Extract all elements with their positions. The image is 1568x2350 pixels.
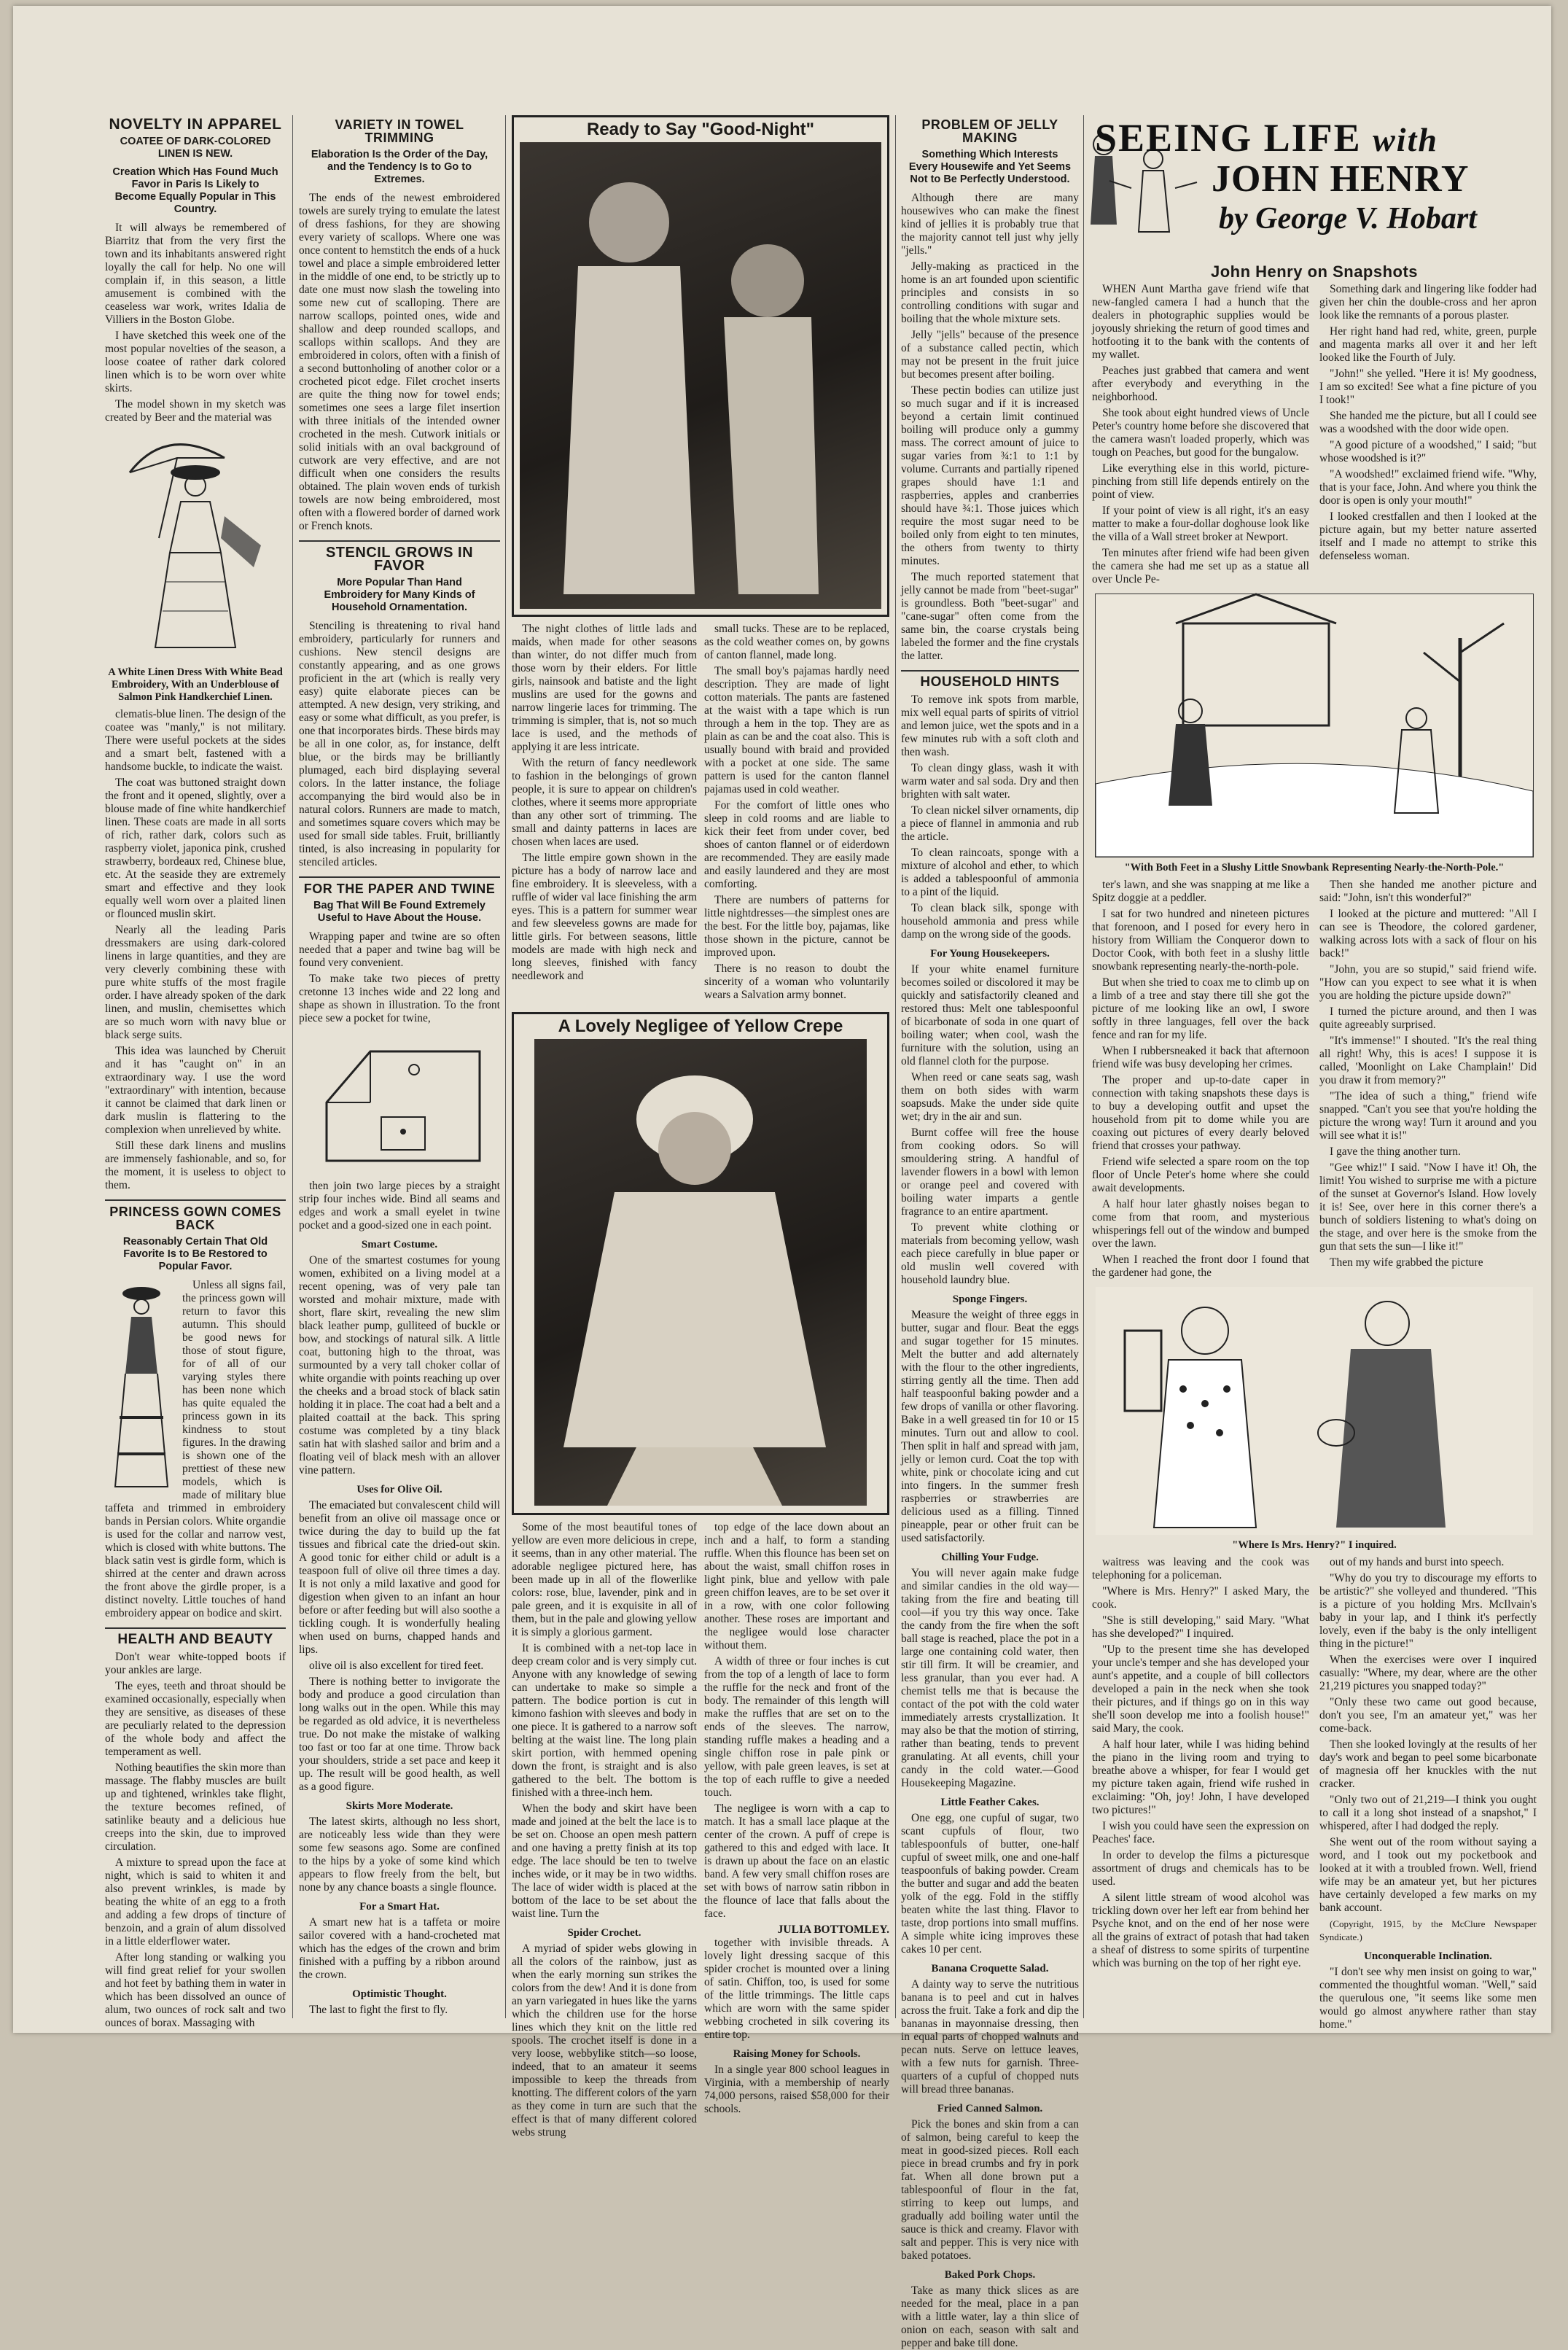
- column-2: [299, 115, 500, 2026]
- minor-heading: For Young Housekeepers.: [930, 948, 1050, 960]
- paragraph: Measure the weight of three eggs in butter, sugar and flour. Beat the eggs and sugar together for 15 minutes. Melt the butter and add alternately with the flour to the other ingredients, stirring gently all the time. Then add half teaspoonful baking powder and a few drops of vanilla or other flavoring. Bake in a well greased tin for 10 or 15 minutes. Turn out and allow to cool. Then split in half and spread with jam, jelly or lemon curd. Coat the top with white, pink or chocolate icing and cut into fingers. In the summer fresh raspberries or strawberries are delicious used as a filling. Tinned pineapple, pear or other fruit can be used satisfactorily.: [901, 1309, 1079, 1544]
- paragraph: "I don't see why men insist on going to war," commented the thoughtful woman. "Well," said the querulous one, "it seems like some men would go almost anywhere rather than stay home.": [1319, 1966, 1537, 2031]
- paragraph: If your white enamel furniture becomes soiled or discolored it may be quickly and satisfactorily cleaned and restored thus: Melt one tablespoonful of bicarbonate of soda in one quart of boiling water; when cool, wash the furniture with the solution, using an old flannel cloth for the purpose.: [901, 963, 1079, 1067]
- paragraph: "Gee whiz!" I said. "Now I have it! Oh, the limit! You wished to surprise me with a picture of the sunset at Governor's Island. How lovely it is! See, over here in this corner there's a bunch of soldiers listening to what's doing on the stage, and over here is the smoke from the gun that sets the sun—I like it!": [1319, 1162, 1537, 1253]
- paragraph: Pick the bones and skin from a can of salmon, being careful to keep the meat in good-sized pieces. Roll each piece in bread crumbs and fry in pork fat. When all done brown put a tablespoonful of flour in the fat, stirring to keep out lumps, and gradually add boiling water until the sauce is thick and creamy. Flavor with salt and pepper. This is very nice with baked potatoes.: [901, 2118, 1079, 2262]
- paragraph: Wrapping paper and twine are so often needed that a paper and twine bag will be found very convenient.: [299, 930, 500, 969]
- minor-heading: Optimistic Thought.: [352, 1988, 447, 2000]
- column-rule: [1083, 115, 1084, 2018]
- paragraph: To make take two pieces of pretty cretonne 13 inches wide and 22 long and shape as shown in illustration. To the front piece sew a pocket for twine,: [299, 973, 500, 1024]
- paragraph: "Only these two came out good because, don't you see, I'm an amateur yet," was her come-back.: [1319, 1696, 1537, 1735]
- paragraph: To clean dingy glass, wash it with warm water and sal soda. Dry and then brighten with salt water.: [901, 762, 1079, 801]
- feature-title: Ready to Say "Good-Night": [586, 120, 815, 139]
- column-1: [105, 115, 286, 2029]
- article-title-princess: PRINCESS GOWN COMES BACK: [109, 1205, 281, 1232]
- paragraph: To remove ink spots from marble, mix well equal parts of spirits of vitriol and lemon juice, wet the spots and in a few minutes rub with a soft cloth and then wash.: [901, 693, 1079, 758]
- banner-title-line1: SEEING LIFE: [1095, 116, 1362, 160]
- subtitle: Something Which Interests Every Housewife and Yet Seems Not to Be Perfectly Understood.: [908, 149, 1072, 185]
- minor-heading: Raising Money for Schools.: [733, 2048, 861, 2060]
- paragraph: It is combined with a net-top lace in deep cream color and is very simply cut. Anyone with any knowledge of sewing can undertake to make so simple a pattern. The bodice portion is cut in kimono fashion with sleeves and body in one piece. It is gathered to a narrow soft belting at the waist line. The long plain skirt portion, with hemmed opening down the front, is straight and is also gathered to the belt. The bottom is finished with a three-inch hem.: [512, 1642, 697, 1799]
- paragraph: After long standing or walking you will find great relief for your swollen and hot feet by bathing them in water in which has been dissolved an ounce of alum, two ounces of rock salt and two ounces of borax. Massaging with: [105, 1951, 286, 2029]
- photo-children-nightclothes: [520, 142, 881, 609]
- negligee-text: [512, 1521, 889, 2142]
- paragraph: The ends of the newest embroidered towels are surely trying to emulate the latest of dress fashions, for they are showing every variety of scallops. Where one was once content to hemstitch the ends of a huck towel and place a simple embroidered letter in the middle of one end, to be strictly up to date one must now slash the toweling into some new cut of scalloping. There are narrow scallops, pointed ones, wide and shallow and deep rounded scallops, and scallops within scallops. And they are embroidered in colors, often with a finish of a second buttonholing of another color or a crocheted picot edge. Filet crochet inserts are quite the thing now for towel ends; sometimes one sees a large filet insertion with three initials of the intended owner crocheted in the mesh. Cutwork initials or solid initials with an oval background of cutwork are very effective, and are not difficult when one considers the results obtained. The plain woven ends of turkish towels are now being embroidered, most often with a flowered border of darned work or French knots.: [299, 192, 500, 532]
- copyright-note: (Copyright, 1915, by the McClure Newspaper Syndicate.): [1319, 1918, 1537, 1942]
- column-5: [1092, 262, 1537, 2031]
- author-signature: JULIA BOTTOMLEY.: [777, 1923, 889, 1936]
- paragraph: Stenciling is threatening to rival hand embroidery, particularly for runners and cushions. New stencil designs are constantly appearing, and as one grows proficient in the art (which is really very easy) quite elaborate pieces can be attempted. A new design, very striking, and easy or some what difficult, as you prefer, is one that incorporates birds. These birds may be all in one color, as, for instance, delft blue, or the birds may be brilliantly plumaged, each bird displaying several colors. In the latter instance, the foliage accompanying the bird would also be in natural colors. Runners are made to match, and sometimes square covers which may be used for small side tables. Fruit, brilliantly tinted, is also increasing in popularity for stenciled articles.: [299, 620, 500, 868]
- paragraph: top edge of the lace down about an inch and a half, to form a standing ruffle. When this flounce has been set on about the waist, small chiffon roses in light pink, blue and yellow with pale green chiffon leaves, are to be set over it in a row, with one color following another. These roses are important and the negligee would lose character without them.: [704, 1521, 889, 1651]
- feature-title: A Lovely Negligee of Yellow Crepe: [558, 1016, 843, 1036]
- minor-heading: Fried Canned Salmon.: [937, 2103, 1043, 2114]
- paragraph: Some of the most beautiful tones of yellow are even more delicious in crepe, it seems, than in any other material. The adorable negligee pictured here, has been made up in all of the flowerlike colors: rose, blue, lavender, pink and in pale green, and it is exquisite in all of them, but in the pale and glowing yellow it is simply a glorious garment.: [512, 1521, 697, 1638]
- section-divider: [105, 1627, 286, 1629]
- article-title-novelty: NOVELTY IN APPAREL: [109, 116, 282, 133]
- column-rule: [505, 115, 506, 2018]
- paragraph: Friend wife selected a spare room on the top floor of Uncle Peter's home where she could await developments.: [1092, 1156, 1309, 1194]
- minor-heading: Skirts More Moderate.: [346, 1800, 453, 1812]
- paragraph: Still these dark linens and muslins are immensely fashionable, and so, for the moment, it is useless to object to them.: [105, 1140, 286, 1191]
- paragraph: The proper and up-to-date caper in connection with taking snapshots these days is to buy a developing outfit and upset the household from pit to dome while you are coaxing out pictures of every dearly beloved friend that crosses your pathway.: [1092, 1074, 1309, 1152]
- paragraph: One egg, one cupful of sugar, two scant cupfuls of flour, two tablespoonfuls of butter, one-half cupful of sweet milk, one and one-half teaspoonfuls of baking powder. Cream the butter and sugar and add the beaten yolk of the egg. Fold in the stiffly beaten white the last thing. Flavor to taste, drop portions into small muffins. A simple white icing improves these cakes 10 per cent.: [901, 1812, 1079, 1956]
- paragraph: When the body and skirt have been made and joined at the belt the lace is to be set on. Choose an open mesh pattern and one having a pretty finish at its top edge. The lace should be ten to twelve inches wide, or it may be in two widths. The lace of wider width is placed at the bottom of the lace to be set about the waist line. Turn the: [512, 1802, 697, 1920]
- paragraph: Then she handed me another picture and said: "John, isn't this wonderful?": [1319, 879, 1537, 904]
- paragraph: Although there are many housewives who can make the finest kind of jellies it is probably true that the majority cannot tell just why jelly "jells.": [901, 192, 1079, 257]
- column-rule: [895, 115, 896, 2018]
- paragraph: There are numbers of patterns for little nightdresses—the simplest ones are the best. For the little boy, pajamas, like those shown in the picture, cannot be improved upon.: [704, 894, 889, 959]
- cartoon-snowbank: [1095, 594, 1534, 857]
- paragraph: The negligee is worn with a cap to match. It has a small lace plaque at the center of the crown. A puff of crepe is gathered to this and edged with lace. It is drawn up about the face on an elastic band. A few very small chiffon roses are set with bows of narrow satin ribbon in the flounce of lace that falls about the face.: [704, 1802, 889, 1920]
- paragraph: The little empire gown shown in the picture has a body of narrow lace and fine embroidery. It is sleeveless, with a ruffle of wider val lace finishing the arm eyes. This is a pattern for summer wear and few sleeveless gowns are made for little girls. For between seasons, little models are made with high neck and long sleeves, finished with fancy needlework and: [512, 852, 697, 982]
- column-3: [512, 115, 889, 2139]
- paragraph: For the comfort of little ones who sleep in cold rooms and are liable to kick their feet from under cover, bed shoes of canton flannel or of eiderdown are recommended. They are easily made and easily laundered and they are most comforting.: [704, 799, 889, 890]
- column-4: [901, 115, 1079, 2349]
- cartoon-telephone: [1096, 1287, 1533, 1535]
- section-divider: [901, 670, 1079, 672]
- article-title-snapshots: John Henry on Snapshots: [1210, 262, 1419, 281]
- paragraph: The model shown in my sketch was created by Beer and the material was: [105, 398, 286, 424]
- article-title-paper-twine: FOR THE PAPER AND TWINE: [303, 882, 496, 896]
- minor-heading: Baked Pork Chops.: [944, 2269, 1036, 2281]
- twine-bag-diagram: [312, 1030, 487, 1175]
- paragraph: There is nothing better to invigorate the body and produce a good circulation than long walks out in the open. While this may be regarded as old advice, it is nevertheless true. Do not make the mistake of walking too fast or too far at one time. Throw back your shoulders, stride a set pace and keep it up. The result will be good health, as well as a good figure.: [299, 1676, 500, 1793]
- paragraph: I sat for two hundred and nineteen pictures that forenoon, and I posed for every hero in history from William the Conqueror down to Doctor Cook, with both feet in a slushy little snowbank representing nearly-the-north-pole.: [1092, 908, 1309, 973]
- minor-heading: Spider Crochet.: [567, 1927, 641, 1939]
- paragraph: But when she tried to coax me to climb up on a limb of a tree and stay there till she got the picture of me looking like an owl, I swore softly in three languages, fell over the back fence and ran for my life.: [1092, 976, 1309, 1041]
- cartoon-caption: "With Both Feet in a Slushy Little Snowbank Representing Nearly-the-North-Pole.": [1124, 862, 1505, 874]
- feature-box-good-night: [512, 115, 889, 617]
- paragraph: To clean nickel silver ornaments, dip a piece of flannel in ammonia and rub the article.: [901, 804, 1079, 843]
- minor-heading: For a Smart Hat.: [359, 1901, 440, 1913]
- paragraph: There is no reason to doubt the sincerity of a woman who voluntarily wears a Salvation army bonnet.: [704, 962, 889, 1001]
- paragraph: The last to fight the first to fly.: [309, 2004, 448, 2016]
- paragraph: A dainty way to serve the nutritious banana is to peel and cut in halves across the fruit. Take a fork and dip the bananas in mayonnaise dressing, then in equal parts of chopped walnuts and pecan nuts. Serve on lettuce leaves, with a few nuts for garnish. Three-quarters of a cupful of chopped nuts will bread three bananas.: [901, 1978, 1079, 2096]
- paragraph: Jelly "jells" because of the presence of a substance called pectin, which may not be present in the fruit juice but becomes present after boiling.: [901, 329, 1079, 381]
- section-divider: [299, 540, 500, 542]
- princess-gown-sketch: [105, 1279, 178, 1498]
- subtitle: Elaboration Is the Order of the Day, and the Tendency Is to Go to Extremes.: [311, 149, 488, 185]
- paragraph: In a single year 800 school leagues in Virginia, with a membership of nearly 74,000 persons, raised $58,000 for their schools.: [704, 2063, 889, 2115]
- minor-heading: Unconquerable Inclination.: [1364, 1950, 1492, 1962]
- subtitle: More Popular Than Hand Embroidery for Many Kinds of Household Ornamentation.: [324, 577, 475, 613]
- paragraph: waitress was leaving and the cook was telephoning for a policeman.: [1092, 1556, 1309, 1581]
- paragraph: If your point of view is all right, it's an easy matter to make a four-dollar doghouse look like the villa of a Wall street broker at Newport.: [1092, 505, 1309, 543]
- paragraph: "Where is Mrs. Henry?" I asked Mary, the cook.: [1092, 1585, 1309, 1611]
- minor-heading: Little Feather Cakes.: [940, 1797, 1040, 1808]
- paragraph: Take as many thick slices as are needed for the meal, place in a pan with a little water, lay a thin slice of onion on each, season with salt and pepper and bake till done.: [901, 2284, 1079, 2349]
- feature-box-negligee: [512, 1012, 889, 1515]
- paragraph: Jelly-making as practiced in the home is an art founded upon scientific principles and consists in so controlling conditions with sugar and boiling that the whole mixture sets.: [901, 260, 1079, 325]
- paragraph: A smart new hat is a taffeta or moire sailor covered with a hand-crocheted mat which has the edges of the crown and brim finished with a puffing by a ribbon around the crown.: [299, 1916, 500, 1981]
- paragraph: "A good picture of a woodshed," I said; "but whose woodshed is it?": [1319, 439, 1537, 464]
- paragraph: "John!" she yelled. "Here it is! My goodness, I am so excited! See what a fine picture of you I took!": [1319, 367, 1537, 406]
- paragraph: She went out of the room without saying a word, and I took out my pocketbook and looked at it with a troubled frown. Well, friend wife may be an amateur yet, but her pictures have certainly developed a few marks on my bank account.: [1319, 1836, 1537, 1914]
- illustration-caption: A White Linen Dress With White Bead Embroidery, With an Underblouse of Salmon Pink Handkerchief Linen.: [108, 666, 283, 703]
- minor-heading: Uses for Olive Oil.: [356, 1484, 442, 1495]
- paragraph: WHEN Aunt Martha gave friend wife that new-fangled camera I had a hunch that the dealers in photographic supplies would be joyously shrieking the return of good times and hotfooting it to the bank with the contents of my wallet.: [1092, 283, 1309, 361]
- paragraph: It will always be remembered of Biarritz that from the very first the town and its inhabitants answered right loyally the call for help. No one will complain if, in this season, a little amusement is combined with the ceaseless war work, writes Idalia de Villiers in the Boston Globe.: [105, 222, 286, 326]
- snapshots-middle-text: [1092, 879, 1537, 1283]
- article-title-health: HEALTH AND BEAUTY: [117, 1632, 273, 1647]
- paragraph: small tucks. These are to be replaced, as the cold weather comes on, by gowns of canton flannel, made long.: [704, 623, 889, 661]
- paragraph: The night clothes of little lads and maids, when made for other seasons than winter, do not differ much from those worn by their elders. For little girls, nainsook and batiste and the light muslins are used for the gowns and narrow lingerie laces for trimming. The trimming is simpler, that is, not so much lace is used, and the methods of applying it are less intricate.: [512, 623, 697, 753]
- paragraph: ter's lawn, and she was snapping at me like a Spitz doggie at a peddler.: [1092, 879, 1309, 904]
- banner-title-with: with: [1373, 121, 1438, 158]
- snapshots-top-text: [1092, 283, 1537, 589]
- column-rule: [292, 115, 293, 2018]
- paragraph: Peaches just grabbed that camera and went after everybody and everything in the neighborhood.: [1092, 365, 1309, 403]
- paragraph: You will never again make fudge and similar candies in the old way—taking from the fire and beating till cool—if you try this way once. Take the candy from the fire when the soft ball stage is reached, place the pot in a large one containing cold water, then stir till firm. It will be creamier, and less granular, than you ever had. A chemist tells me that is because the contact of the pot with the cold water immediately arrests crystallization. It may also be that the motion of stirring, rather than beating, tends to prevent granulating. At all events, chill your candy in the cold water.—Good Housekeeping Magazine.: [901, 1567, 1079, 1789]
- paragraph: When the exercises were over I inquired casually: "Where, my dear, where are the other 21,219 pictures you snapped today?": [1319, 1654, 1537, 1692]
- paragraph: "Up to the present time she has developed your uncle's temper and she has developed your aunt's appetite, and a couple of bill collectors developed a pain in the neck when she took their pictures, and if things go on in this way she'll soon develop me into a foolish house!" said Mary, the cook.: [1092, 1643, 1309, 1735]
- paragraph: Don't wear white-topped boots if your ankles are large.: [105, 1651, 286, 1676]
- paragraph: Nearly all the leading Paris dressmakers are using dark-colored linens in large quantities, and they are very cleverly combining these with pure white stuffs of the most fragile order. I have already spoken of the dark linen, and muslin, chemisettes which are so much worn with navy blue or black serge suits.: [105, 924, 286, 1041]
- paragraph: A width of three or four inches is cut from the top of a length of lace to form the ruffle for the neck and front of the body. The remainder of this length will make the ruffles that are set on to the ends of the sleeves. The narrow, standing ruffle makes a heading and a single chiffon rose in pale pink or yellow, with pale green leaves, is set at the top of each ruffle to give a needed touch.: [704, 1655, 889, 1799]
- paragraph: The emaciated but convalescent child will benefit from an olive oil massage once or twice during the day to build up the fat tissues and fibrical cate the dried-out skin. A good tonic for either child or adult is a teaspoon full of olive oil three times a day. It is not only a mild laxative and good for digestion when given to an infant an hour before or after feeding but will also soothe a tickling cough. It is wonderfully healing when used on burns, chapped hands and lips.: [299, 1499, 500, 1656]
- paragraph: Something dark and lingering like fodder had given her chin the double-cross and her apron look like the remnants of a porous plaster.: [1319, 283, 1537, 322]
- paragraph: olive oil is also excellent for tired feet.: [309, 1660, 484, 1672]
- subtitle: Bag That Will Be Found Extremely Useful to Have About the House.: [313, 900, 485, 924]
- cartoon-caption: "Where Is Mrs. Henry?" I inquired.: [1232, 1539, 1397, 1551]
- paragraph: I gave the thing another turn.: [1330, 1145, 1461, 1158]
- paragraph: "A woodshed!" exclaimed friend wife. "Why, that is your face, John. And where you think the door is open is only your mouth!": [1319, 468, 1537, 507]
- paragraph: I turned the picture around, and then I was quite agreeably surprised.: [1319, 1005, 1537, 1031]
- paragraph: Her right hand had red, white, green, purple and magenta marks all over it and her left looked like the Fourth of July.: [1319, 325, 1537, 364]
- snapshots-bottom-text: [1092, 1556, 1537, 2034]
- paragraph: To clean raincoats, sponge with a mixture of alcohol and ether, to which is added a tablespoonful of ammonia to a pint of the liquid.: [901, 847, 1079, 898]
- banner-byline: by George V. Hobart: [1219, 202, 1477, 236]
- newspaper-page: [13, 6, 1551, 2349]
- paragraph: Then she looked lovingly at the results of her day's work and began to peel some bicarbonate of magnesia off her knuckles with the nut cracker.: [1319, 1738, 1537, 1790]
- paragraph: A half hour later, while I was hiding behind the piano in the living room and trying to breathe above a whisper, for fear I would get my picture taken again, friend wife rushed in exclaiming: "Oh, joy! John, I have developed two pictures!": [1092, 1738, 1309, 1816]
- paragraph: The eyes, teeth and throat should be examined occasionally, especially when they are sensitive, as diseases of these are peculiarly related to the depression of the whole body and affect the temperament as well.: [105, 1680, 286, 1758]
- paragraph: clematis-blue linen. The design of the coatee was "manly," is not military. There were useful pockets at the sides and a smart belt, fastened with a handsome buckle, to indicate the waist.: [105, 708, 286, 773]
- paragraph: A myriad of spider webs glowing in all the colors of the rainbow, just as when the early morning sun strikes the colors from the dew! And it is done from an yarn variegated in hues like the yarns which the children use for the horse lines which they knit on the little red spools. The crochet itself is done in a very loose, webbylike stitch—so loose, indeed, that to an amateur it seems impossible to keep the threads from knotting. The different colors of the yarn as they come in turn are such that the effect is that of many different colored webs strung: [512, 1942, 697, 2139]
- paragraph: then join two large pieces by a straight strip four inches wide. Bind all seams and edges and work a small eyelet in twine pocket and a good-sized one in each point.: [299, 1180, 500, 1232]
- fashion-sketch-linen-dress: [115, 429, 276, 662]
- paragraph: out of my hands and burst into speech.: [1330, 1556, 1505, 1568]
- paragraph: These pectin bodies can utilize just so much sugar and if it is increased beyond a certain limit continued boiling will produce only a gummy mass. The correct amount of juice to sugar varies from ¾:1 to 1:1 by volume. Currants and partially ripened grapes should have 1:1 and raspberries, apples and cranberries should have ¾:1. Those juices which require the most sugar need to be boiled only from eight to ten minutes, the others from twenty to thirty minutes.: [901, 384, 1079, 567]
- paragraph: "John, you are so stupid," said friend wife. "How can you expect to see what it is when you are holding the picture upside down?": [1319, 963, 1537, 1002]
- paragraph: To prevent white clothing or materials from becoming yellow, wash each piece carefully in blue paper or old muslin well covered with household laundry blue.: [901, 1221, 1079, 1286]
- paragraph: She handed me the picture, but all I could see was a woodshed with the door wide open.: [1319, 410, 1537, 435]
- paragraph: Like everything else in this world, picture-pinching from still life depends entirely on the point of view.: [1092, 462, 1309, 501]
- paragraph: Burnt coffee will free the house from cooking odors. So will smouldering string. A handful of lavender flowers in a bowl with lemon or orange peel and covered with boiling water imparts a gentle fragrance to an entire apartment.: [901, 1127, 1079, 1218]
- paragraph: The latest skirts, although no less short, are noticeably less wide than they were some few seasons ago. Some are confined to the hips by a yoke of some kind which appears to flow freely from the belt, but none by any chance boasts a single flounce.: [299, 1816, 500, 1894]
- subtitle: COATEE OF DARK-COLORED LINEN IS NEW.: [120, 136, 271, 160]
- paragraph: "Why do you try to discourage my efforts to be artistic?" she volleyed and thundered. "This is a picture of you holding Mrs. McIlvain's baby in your lap, and I think it's perfectly lovely, even if the baby is the only intelligent thing in the picture!": [1319, 1572, 1537, 1650]
- paragraph: She took about eight hundred views of Uncle Peter's country home before she discovered that the camera wasn't loaded properly, which was tough on Peaches, but good for the bungalow.: [1092, 407, 1309, 459]
- paragraph: To clean black silk, sponge with household ammonia and press while damp on the wrong side of the goods.: [901, 902, 1079, 941]
- minor-heading: Sponge Fingers.: [952, 1293, 1028, 1305]
- paragraph: The coat was buttoned straight down the front and it opened, slightly, over a blouse made of fine white handkerchief linen. These coats are made in all sorts of rich, rather dark, colors such as raspberry violet, japonica pink, crushed strawberry, bordeaux red, Chinese blue, etc. At the seaside they are extremely smart and effective and they look equally well worn over a plaited linen or flounced muslin skirt.: [105, 777, 286, 920]
- paragraph: This idea was launched by Cheruit and it has "caught on" in an extraordinary way. I use the word "extraordinary" with intention, because it cannot be claimed that dark linen or dark muslin is flattering to the complexion when unrelieved by white.: [105, 1045, 286, 1136]
- paragraph: One of the smartest costumes for young women, exhibited on a living model at a recent opening, was of very pale tan worsted and mohair mixture, made with short, flare skirt, revealing the new slim black leather pump, gulliteed of buckle or bow, and stockings of natural silk. A little coat, buttoning high to the throat, was surmounted by a very tall choker collar of white organdie with points reaching up over the cheeks and a broad stock of black satin holding it in place. The coat had a belt and a plaited coattail at the back. This spring costume was completed by a tiny black satin hat with slashed sailor and brim and a floating veil of black mesh with an allover vine pattern.: [299, 1254, 500, 1476]
- banner-title-line2: JOHN HENRY: [1212, 158, 1470, 200]
- section-divider: [299, 876, 500, 878]
- paragraph: A silent little stream of wood alcohol was trickling down over her left ear from behind her Psyche knot, and on the end of her nose were all the grains of extract of potash that had taken a sheaf of distress to some spirits of turpentine which was burning on the top of her right eye.: [1092, 1891, 1309, 1969]
- minor-heading: Chilling Your Fudge.: [941, 1552, 1039, 1563]
- paragraph: Ten minutes after friend wife had been given the camera she had me set up as a statue all over Uncle Pe-: [1092, 547, 1309, 585]
- minor-heading: Banana Croquette Salad.: [931, 1963, 1049, 1974]
- good-night-text: [512, 623, 889, 1005]
- paragraph: together with invisible threads. A lovely light dressing sacque of this spider crochet is mounted over a lining of satin. Chiffon, too, is used for some of the little trimmings. The little caps which are worn with the same spider webbing crocheted in silk covering its entire top.: [704, 1937, 889, 2041]
- subtitle: Creation Which Has Found Much Favor in Paris Is Likely to Become Equally Popular in This Country.: [112, 166, 278, 215]
- paragraph: "It's immense!" I shouted. "It's the real thing all right! Why, this is aces! I suppose it is called, 'Moonlight on Lake Champlain!' Did you draw it from memory?": [1319, 1035, 1537, 1086]
- photo-woman-negligee: [534, 1039, 867, 1506]
- paragraph: "Only two out of 21,219—I think you ought to call it a long shot instead of a snapshot," I whispered, after I had dodged the reply.: [1319, 1794, 1537, 1832]
- paragraph: Unless all signs fail, the princess gown will return to favor this autumn. This should be good news for those of stout figure, for of all of our varying styles there has been none which has quite equaled the princess gown in its kindness to stout figures. In the drawing is shown one of the prettiest of these new models, which is made of military blue taffeta and trimmed in embroidery bands in Persian colors. White organdie is used for the collar and narrow vest, which is closed with white buttons. The black satin vest is girdle form, which is shirred at the center and drawn across the front above the girdle proper, is a distinct novelty. Little touches of hand embroidery appear on bodice and skirt.: [105, 1279, 286, 1619]
- paragraph: I looked at the picture and muttered: "All I can see is Theodore, the colored gardener, walking across lots with a sack of flour on his back!": [1319, 908, 1537, 960]
- paragraph: With the return of fancy needlework to fashion in the belongings of grown people, it is sure to appear on children's clothes, where it seems more appropriate than any other sort of trimming. The small and dainty patterns in laces are chosen when laces are used.: [512, 757, 697, 848]
- paragraph: I wish you could have seen the expression on Peaches' face.: [1092, 1820, 1309, 1845]
- subtitle: Reasonably Certain That Old Favorite Is to Be Restored to Popular Favor.: [122, 1236, 268, 1272]
- section-divider: [105, 1199, 286, 1201]
- paragraph: "The idea of such a thing," friend wife snapped. "Can't you see that you're holding the picture the wrong way! Turn it around and you will see what it is!": [1319, 1090, 1537, 1142]
- paragraph: The much reported statement that jelly cannot be made from "beet-sugar" is groundless. Both "beet-sugar" and "cane-sugar" often come from the same bin, the coarse crystals being labeled the former and the fine crystals the latter.: [901, 571, 1079, 662]
- paragraph: Nothing beautifies the skin more than massage. The flabby muscles are built up and tightened, wrinkles take flight, the texture becomes refined, of satinlike beauty and a delicious hue creeps into the skin, due to improved circulation.: [105, 1762, 286, 1853]
- article-title-towel: VARIETY IN TOWEL TRIMMING: [335, 117, 464, 145]
- article-title-household: HOUSEHOLD HINTS: [920, 674, 1060, 690]
- paragraph: A mixture to spread upon the face at night, which is said to whiten it and also prevent wrinkles, is made by beating the white of an egg to a froth and adding a few drops of tincture of benzoin, and a grain of alum dissolved in a little elderflower water.: [105, 1856, 286, 1948]
- paragraph: I looked crestfallen and then I looked at the picture again, but my better nature asserted itself and I made no attempt to strike this defenseless woman.: [1319, 510, 1537, 562]
- paragraph: When reed or cane seats sag, wash them on both sides with warm soapsuds. Make the under side quite wet; dry in the air and sun.: [901, 1071, 1079, 1123]
- paragraph: When I rubbersneaked it back that afternoon friend wife was busy developing her crimes.: [1092, 1045, 1309, 1070]
- article-title-jelly: PROBLEM OF JELLY MAKING: [921, 117, 1058, 145]
- paragraph: "She is still developing," said Mary. "What has she developed?" I inquired.: [1092, 1614, 1309, 1640]
- paragraph: A half hour later ghastly noises began to come from that room, and mysterious whisperings fell out of the window and bumped over the lawn.: [1092, 1198, 1309, 1250]
- minor-heading: Smart Costume.: [361, 1239, 438, 1250]
- paragraph: Then my wife grabbed the picture: [1330, 1256, 1483, 1269]
- john-henry-banner: [1088, 115, 1540, 254]
- paragraph: The small boy's pajamas hardly need description. They are made of light cotton materials. The pants are fastened at the waist with a tape which is run through a hem in the top. They are as plain as can be and the coat also. This is usually bound with braid and provided with a pocket at one side. The same pattern is used for the canton flannel pajamas used in cold weather.: [704, 665, 889, 795]
- paragraph: In order to develop the films a picturesque assortment of drugs and chemicals has to be used.: [1092, 1849, 1309, 1888]
- paragraph: When I reached the front door I found that the gardener had gone, the: [1092, 1253, 1309, 1279]
- article-title-stencil: STENCIL GROWS IN FAVOR: [325, 545, 474, 574]
- paragraph: I have sketched this week one of the most popular novelties of the season, a loose coatee of rather dark colored linen which is to be worn over white skirts.: [105, 330, 286, 394]
